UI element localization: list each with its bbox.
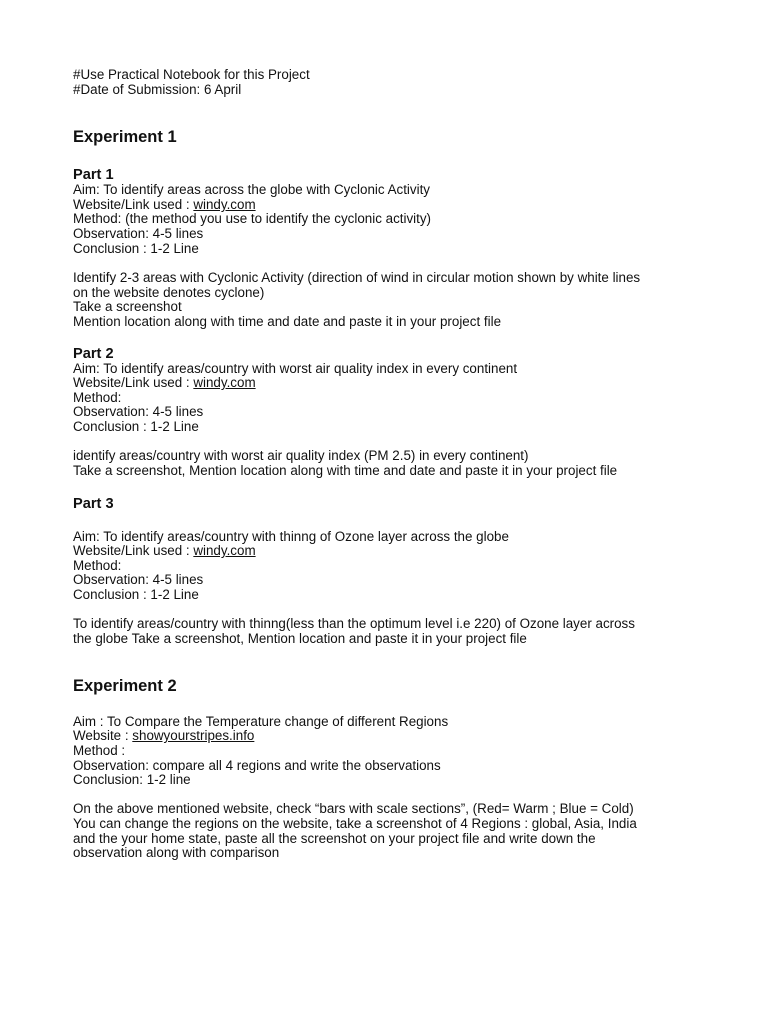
submission-date: #Date of Submission: 6 April	[73, 82, 242, 97]
part-1-conclusion: Conclusion : 1-2 Line	[73, 241, 199, 256]
showyourstripes-link[interactable]: showyourstripes.info	[132, 728, 255, 743]
experiment-2-instruction: and the your home state, paste all the screenshot on your project file and write down the	[73, 831, 596, 846]
website-label: Website/Link used :	[73, 197, 194, 212]
website-label: Website :	[73, 728, 133, 743]
part-3-instruction: the globe Take a screenshot, Mention location and paste it in your project file	[73, 631, 527, 646]
experiment-2-instruction: You can change the regions on the website, take a screenshot of 4 Regions : global, Asia, India	[73, 816, 637, 831]
part-1-instruction: Take a screenshot	[73, 299, 182, 314]
part-3-website	[73, 544, 256, 559]
experiment-2-conclusion: Conclusion: 1-2 line	[73, 772, 191, 787]
part-2-heading: Part 2	[73, 346, 114, 362]
experiment-2-observation: Observation: compare all 4 regions and write the observations	[73, 758, 441, 773]
part-1-instruction: Identify 2-3 areas with Cyclonic Activity (direction of wind in circular motion shown by white lines	[73, 270, 641, 285]
website-label: Website/Link used :	[73, 543, 194, 558]
part-1-heading: Part 1	[73, 167, 114, 183]
windy-link[interactable]: windy.com	[193, 543, 256, 558]
experiment-2-aim: Aim : To Compare the Temperature change of different Regions	[73, 714, 449, 729]
experiment-1-heading: Experiment 1	[73, 128, 177, 146]
experiment-2-heading: Experiment 2	[73, 677, 177, 695]
experiment-2-method: Method :	[73, 743, 126, 758]
experiment-2-instruction: observation along with comparison	[73, 845, 280, 860]
part-2-instruction: identify areas/country with worst air quality index (PM 2.5) in every continent)	[73, 448, 529, 463]
part-1-instruction: Mention location along with time and date and paste it in your project file	[73, 314, 502, 329]
notebook-note: #Use Practical Notebook for this Project	[73, 67, 310, 82]
part-2-observation: Observation: 4-5 lines	[73, 404, 204, 419]
part-2-website	[73, 376, 256, 391]
part-2-conclusion: Conclusion : 1-2 Line	[73, 419, 199, 434]
part-3-heading: Part 3	[73, 496, 114, 512]
experiment-2-instruction: On the above mentioned website, check “bars with scale sections”, (Red= Warm ; Blue = Cold)	[73, 801, 634, 816]
part-3-observation: Observation: 4-5 lines	[73, 572, 204, 587]
part-1-observation: Observation: 4-5 lines	[73, 226, 204, 241]
part-3-method: Method:	[73, 558, 122, 573]
part-1-method: Method: (the method you use to identify the cyclonic activity)	[73, 211, 432, 226]
part-3-conclusion: Conclusion : 1-2 Line	[73, 587, 199, 602]
part-3-instruction: To identify areas/country with thinng(less than the optimum level i.e 220) of Ozone layer across	[73, 616, 635, 631]
website-label: Website/Link used :	[73, 375, 194, 390]
windy-link[interactable]: windy.com	[193, 375, 256, 390]
part-2-instruction: Take a screenshot, Mention location along with time and date and paste it in your project file	[73, 463, 618, 478]
part-2-aim: Aim: To identify areas/country with worst air quality index in every continent	[73, 361, 518, 376]
part-1-aim: Aim: To identify areas across the globe with Cyclonic Activity	[73, 182, 430, 197]
windy-link[interactable]: windy.com	[193, 197, 256, 212]
part-2-method: Method:	[73, 390, 122, 405]
experiment-2-website	[73, 729, 254, 744]
part-1-instruction: on the website denotes cyclone)	[73, 285, 265, 300]
part-3-aim: Aim: To identify areas/country with thinng of Ozone layer across the globe	[73, 529, 509, 544]
